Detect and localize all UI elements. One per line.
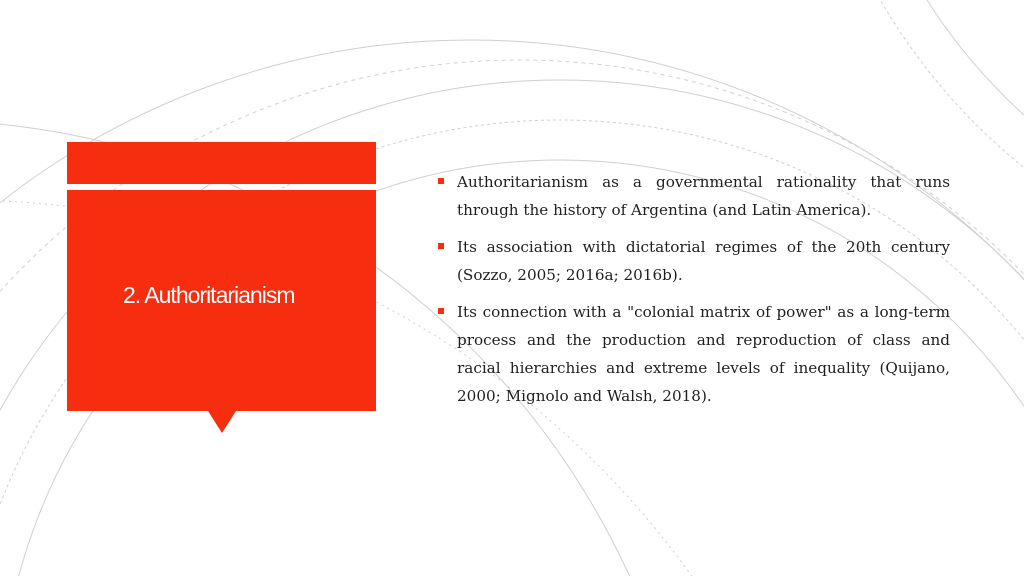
bullet-list xyxy=(438,168,950,419)
section-title: 2. Authoritarianism xyxy=(123,282,295,308)
square-bullet-icon xyxy=(438,178,444,184)
bullet-text: Authoritarianism as a governmental rationality that runs through the history of Argentina (and Latin America). xyxy=(457,173,950,219)
square-bullet-icon xyxy=(438,243,444,249)
bullet-item xyxy=(438,233,950,289)
bullet-text: Its connection with a "colonial matrix of power" as a long-term process and the production and reproduction of class and racial hierarchies and extreme levels of inequality (Quijano, 2000; Mignolo and Walsh, 2018). xyxy=(457,303,950,405)
bullet-text: Its association with dictatorial regimes of the 20th century (Sozzo, 2005; 2016a; 2016b). xyxy=(457,238,950,284)
title-accent-strip xyxy=(67,142,376,184)
panel-pointer xyxy=(208,411,236,433)
square-bullet-icon xyxy=(438,308,444,314)
bullet-item xyxy=(438,298,950,410)
bullet-item xyxy=(438,168,950,224)
